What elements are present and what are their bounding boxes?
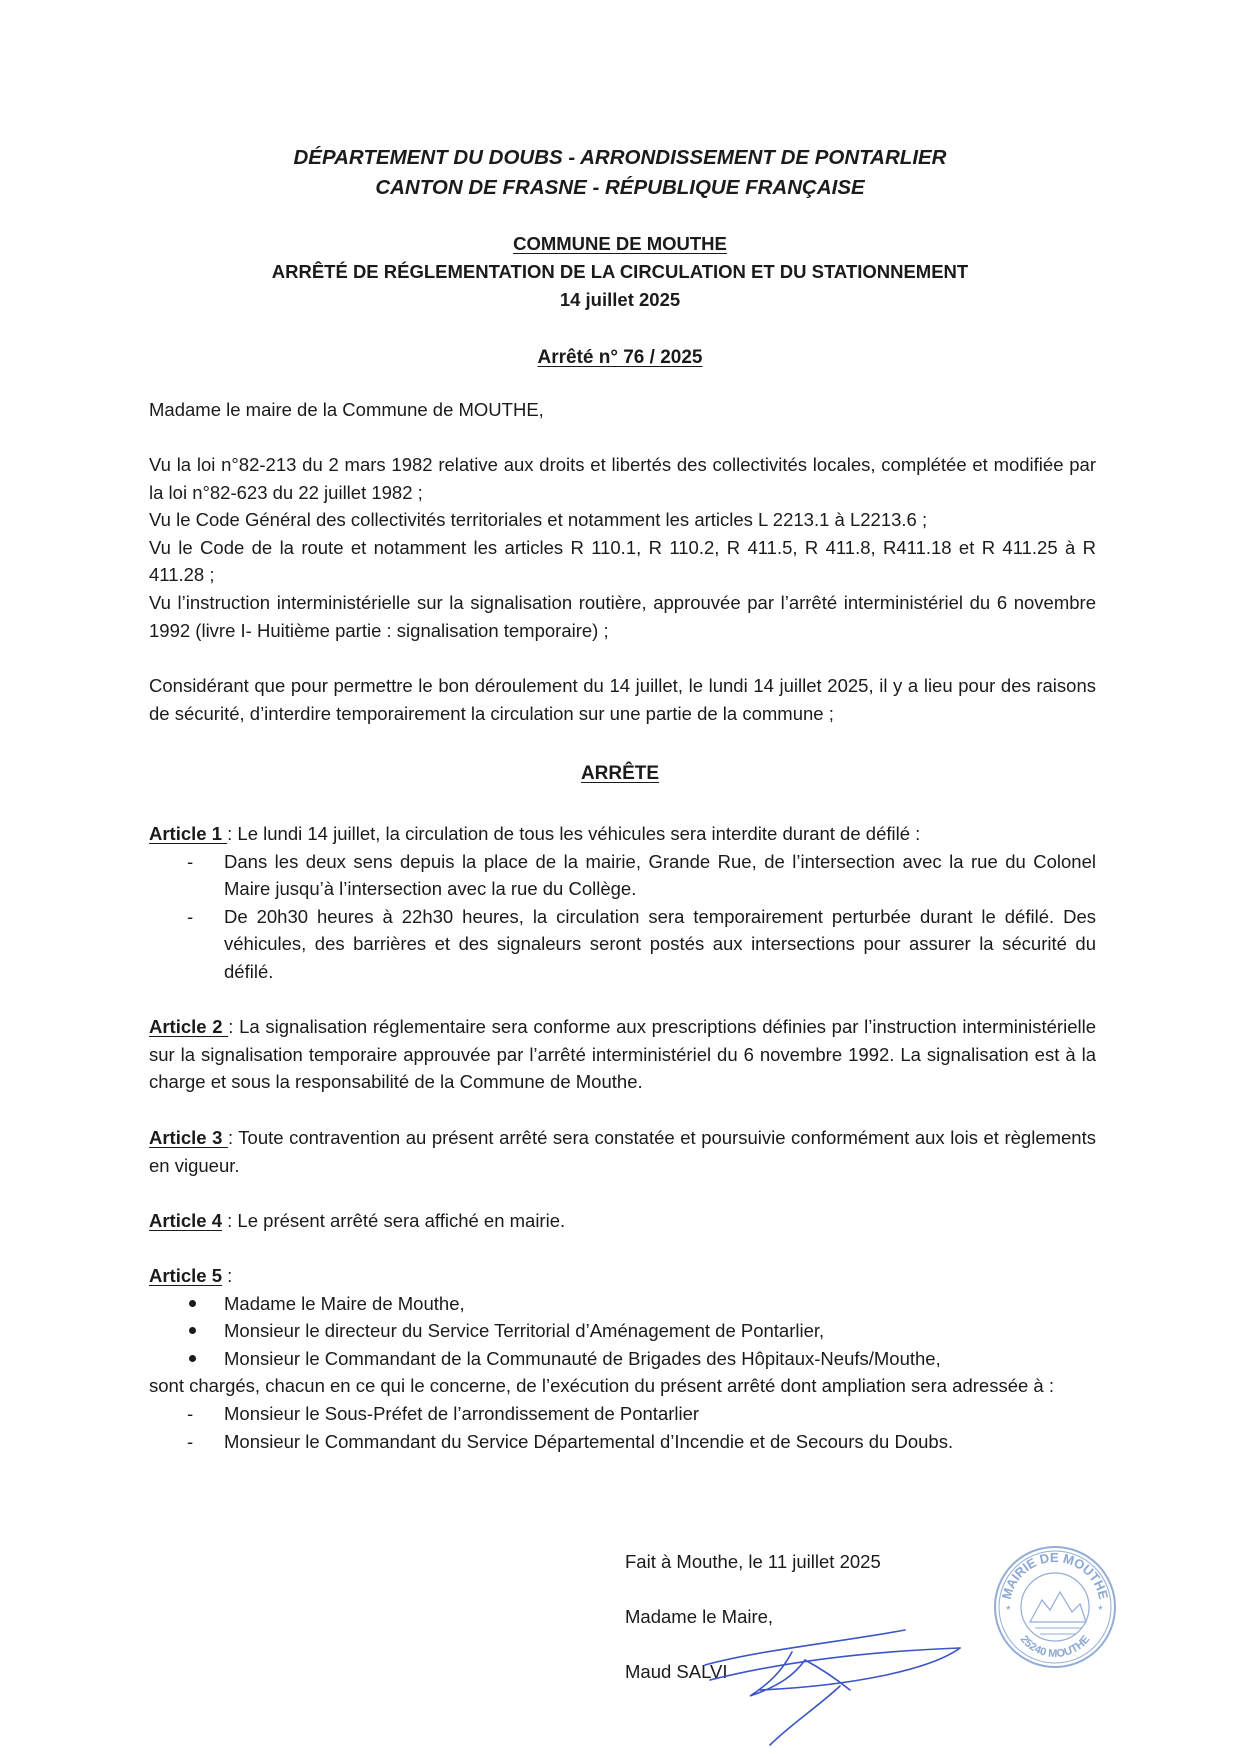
arrete-number: Arrêté n° 76 / 2025 [537,347,703,368]
article-2 [149,1013,1096,1096]
article-4 [149,1207,1096,1235]
list-item: Monsieur le directeur du Service Territorial d’Aménagement de Pontarlier, [149,1317,1096,1345]
signature-title: Madame le Maire, [625,1606,774,1627]
commune-name: COMMUNE DE MOUTHE [513,233,727,254]
article-5-text: : [222,1265,233,1286]
list-item: - De 20h30 heures à 22h30 heures, la circulation sera temporairement perturbée durant le défilé. Des véhicules, des barrières et des signaleurs seront postés aux intersections pour assurer la sécurité du défilé. [187,905,1096,982]
arrete-date: 14 juillet 2025 [559,289,681,310]
list-item: Madame le Maire de Mouthe, [149,1290,1096,1318]
intro-paragraph [149,396,1096,424]
article-4-title: Article 4 [149,1210,223,1231]
commune-header [0,230,1240,314]
visa-2: Vu le Code Général des collectivités territoriales et notamment les articles L 2213.1 à L2213.6 ; [149,509,928,531]
article-2-text: : La signalisation réglementaire sera conforme aux prescriptions définies par l’instruction interministérielle sur la signalisation temporaire approuvée par l’arrêté interministériel du 6 novembre 1992. La signalisation est à la charge et sous la responsabilité de la Commune de Mouthe. [149,1016,1096,1093]
svg-text:MAIRIE DE MOUTHE: MAIRIE DE MOUTHE [998,1549,1112,1601]
visa-4: Vu l’instruction interministérielle sur la signalisation routière, approuvée par l’arrêté interministériel du 6 novembre 1992 (livre I- Huitième partie : signalisation temporaire) ; [149,591,1096,641]
list-item: Monsieur le Commandant de la Communauté de Brigades des Hôpitaux-Neufs/Mouthe, [149,1345,1096,1373]
arrete-heading-line [0,760,1240,788]
svg-text:25240 MOUTHE: 25240 MOUTHE [1017,1633,1093,1661]
town-hall-stamp [990,1542,1120,1672]
department-header [0,143,1240,203]
article-5-charges: sont chargés, chacun en ce qui le concerne, de l’exécution du présent arrêté dont ampliation sera adressée à : [149,1375,1055,1397]
article-1 [149,820,1096,986]
visa-3: Vu le Code de la route et notamment les articles R 110.1, R 110.2, R 411.5, R 411.8, R411.18 et R 411.25 à R 411.28 ; [149,536,1096,586]
arrete-subject: ARRÊTÉ DE RÉGLEMENTATION DE LA CIRCULATION ET DU STATIONNEMENT [271,261,969,282]
handwritten-signature [700,1590,970,1750]
article-2-title: Article 2 [149,1016,229,1037]
list-item: - Dans les deux sens depuis la place de la mairie, Grande Rue, de l’intersection avec la rue du Colonel Maire jusqu’à l’intersection avec la rue du Collège. [187,850,1096,900]
arrete-heading: ARRÊTE [580,763,660,784]
article-3 [149,1124,1096,1179]
article-4-text: : Le présent arrêté sera affiché en mairie. [222,1210,566,1231]
signature-place-date: Fait à Mouthe, le 11 juillet 2025 [625,1551,881,1572]
article-5-recipients [149,1400,1096,1455]
visa-1: Vu la loi n°82-213 du 2 mars 1982 relative aux droits et libertés des collectivités locales, complétée et modifiée par la loi n°82-623 du 22 juillet 1982 ; [149,454,1096,503]
article-1-text: : Le lundi 14 juillet, la circulation de tous les véhicules sera interdite durant de défilé : [227,823,921,844]
header-line-1: DÉPARTEMENT DU DOUBS - ARRONDISSEMENT DE PONTARLIER [293,146,947,169]
svg-text:*: * [1006,1603,1011,1617]
svg-text:*: * [1098,1603,1103,1617]
signature-name: Maud SALVI [625,1661,728,1682]
visas-block [149,451,1096,644]
intro-text: Madame le maire de la Commune de MOUTHE, [149,399,544,420]
article-5-bullets [149,1290,1096,1373]
list-item: - Monsieur le Commandant du Service Départemental d’Incendie et de Secours du Doubs. [187,1430,954,1452]
header-line-2: CANTON DE FRASNE - RÉPUBLIQUE FRANÇAISE [375,176,865,199]
arrete-number-line [0,344,1240,372]
considerant-text: Considérant que pour permettre le bon déroulement du 14 juillet, le lundi 14 juillet 2025, il y a lieu pour des raisons de sécurité, d’interdire temporairement la circulation sur une partie de la commune ; [149,675,1096,724]
article-5 [149,1262,1096,1455]
considerant-paragraph [149,672,1096,727]
list-item: - Monsieur le Sous-Préfet de l’arrondissement de Pontarlier [187,1402,700,1424]
article-1-title: Article 1 [149,823,228,844]
article-3-text: : Toute contravention au présent arrêté sera constatée et poursuivie conformément aux lois et règlements en vigueur. [149,1127,1096,1176]
article-5-title: Article 5 [149,1265,223,1286]
article-3-title: Article 3 [149,1127,228,1148]
article-1-list [149,848,1096,986]
